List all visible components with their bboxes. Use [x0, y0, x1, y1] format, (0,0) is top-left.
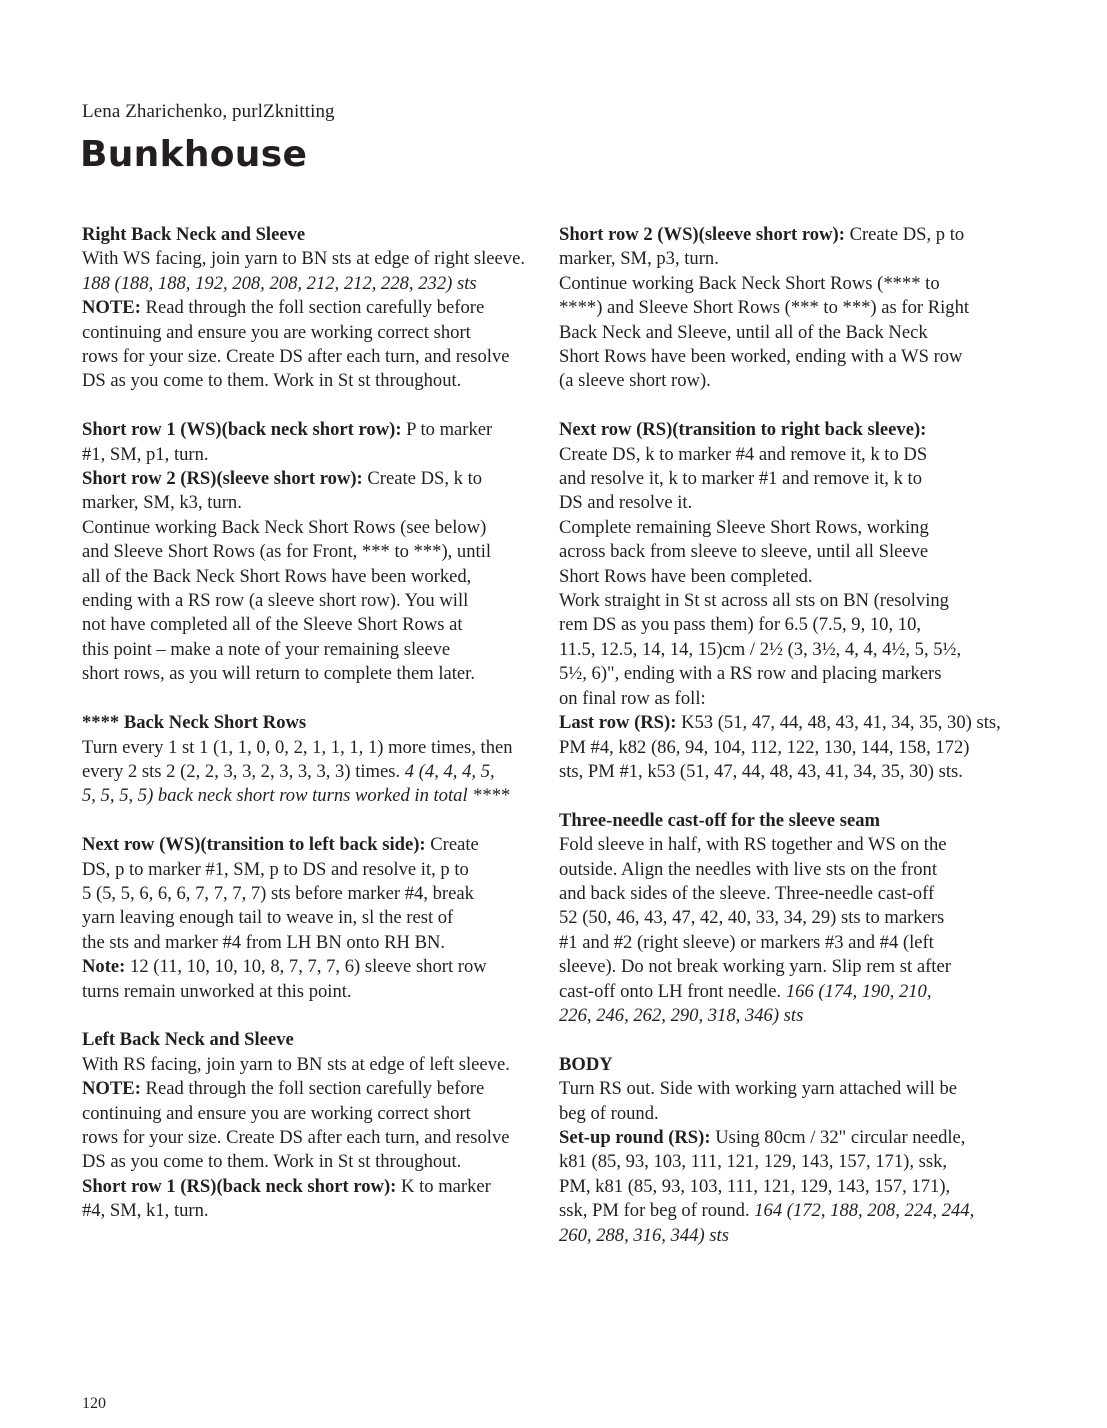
text-line: (a sleeve short row). — [559, 370, 711, 392]
text-line: short rows, as you will return to complete them later. — [82, 663, 475, 685]
text-line: Fold sleeve in half, with RS together and WS on the — [559, 834, 947, 856]
text-line: Complete remaining Sleeve Short Rows, working — [559, 516, 929, 538]
text-line: sleeve). Do not break working yarn. Slip rem st after — [559, 956, 951, 978]
section-heading: Next row (RS)(transition to right back sleeve): — [559, 419, 927, 441]
text-line: Continue working Back Neck Short Rows (see below) — [82, 516, 487, 538]
text-line: this point – make a note of your remaining sleeve — [82, 638, 451, 660]
text-line: DS and resolve it. — [559, 492, 693, 514]
text-line: k81 (85, 93, 103, 111, 121, 129, 143, 157, 171), ssk, — [559, 1151, 948, 1173]
text-line: continuing and ensure you are working correct short — [82, 1102, 471, 1124]
text-line: all of the Back Neck Short Rows have been worked, — [82, 565, 472, 587]
text-line: continuing and ensure you are working correct short — [82, 321, 471, 343]
text-line: ending with a RS row (a sleeve short row). You will — [82, 590, 469, 612]
stitch-count: 5, 5, 5, 5) back neck short row turns worked in total **** — [82, 785, 510, 807]
text-line: #1, SM, p1, turn. — [82, 443, 209, 465]
text-line: Short row 1 (RS)(back neck short row): K to marker — [82, 1175, 491, 1197]
text-line: With RS facing, join yarn to BN sts at edge of left sleeve. — [82, 1053, 510, 1075]
text-line: and Sleeve Short Rows (as for Front, *** to ***), until — [82, 541, 492, 563]
text-line: Short row 2 (RS)(sleeve short row): Create DS, k to — [82, 468, 483, 490]
stitch-count: 188 (188, 188, 192, 208, 208, 212, 212, 228, 232) sts — [82, 272, 477, 294]
text-line: Next row (WS)(transition to left back side): Create — [82, 834, 479, 856]
text-line: Short row 1 (WS)(back neck short row): P to marker — [82, 419, 493, 441]
text-line: Create DS, k to marker #4 and remove it, k to DS — [559, 443, 928, 465]
text-line: rows for your size. Create DS after each turn, and resolve — [82, 346, 510, 368]
text-line: 11.5, 12.5, 14, 14, 15)cm / 2½ (3, 3½, 4, 4, 4½, 5, 5½, — [559, 638, 962, 660]
section-heading: **** Back Neck Short Rows — [82, 712, 307, 734]
text-line: 5 (5, 5, 6, 6, 6, 7, 7, 7, 7) sts before marker #4, break — [82, 882, 474, 904]
page-title: Bunkhouse — [80, 134, 308, 175]
text-line: not have completed all of the Sleeve Short Rows at — [82, 614, 463, 636]
text-line: the sts and marker #4 from LH BN onto RH BN. — [82, 931, 446, 953]
text-line: rem DS as you pass them) for 6.5 (7.5, 9, 10, 10, — [559, 614, 922, 636]
text-line: rows for your size. Create DS after each turn, and resolve — [82, 1126, 510, 1148]
text-line: #4, SM, k1, turn. — [82, 1200, 209, 1222]
text-line: #1 and #2 (right sleeve) or markers #3 and #4 (left — [559, 931, 934, 953]
text-line: outside. Align the needles with live sts on the front — [559, 858, 938, 880]
right-column — [559, 223, 1009, 1248]
text-line: DS, p to marker #1, SM, p to DS and resolve it, p to — [82, 858, 469, 880]
text-line: Last row (RS): K53 (51, 47, 44, 48, 43, 41, 34, 35, 30) sts, — [559, 712, 1001, 734]
text-line: PM, k81 (85, 93, 103, 111, 121, 129, 143, 157, 171), — [559, 1175, 951, 1197]
text-line: turns remain unworked at this point. — [82, 980, 352, 1002]
page-number: 120 — [82, 1395, 106, 1412]
section-heading: Left Back Neck and Sleeve — [82, 1029, 294, 1051]
text-line: across back from sleeve to sleeve, until all Sleeve — [559, 541, 929, 563]
text-line: beg of round. — [559, 1102, 659, 1124]
text-line: DS as you come to them. Work in St st throughout. — [82, 1151, 462, 1173]
text-line: Short Rows have been worked, ending with a WS row — [559, 346, 963, 368]
text-line: Back Neck and Sleeve, until all of the Back Neck — [559, 321, 928, 343]
section-heading: Right Back Neck and Sleeve — [82, 224, 306, 245]
text-line: NOTE: Read through the foll section carefully before — [82, 297, 485, 319]
text-line: and resolve it, k to marker #1 and remove it, k to — [559, 468, 922, 490]
text-line: With WS facing, join yarn to BN sts at edge of right sleeve. — [82, 248, 525, 270]
left-column — [82, 223, 532, 1224]
text-line: yarn leaving enough tail to weave in, sl the rest of — [82, 907, 454, 929]
text-line: Note: 12 (11, 10, 10, 10, 8, 7, 7, 7, 6) sleeve short row — [82, 956, 487, 978]
text-line: Continue working Back Neck Short Rows (**** to — [559, 272, 940, 294]
text-line: Work straight in St st across all sts on BN (resolving — [559, 590, 949, 612]
text-line: marker, SM, k3, turn. — [82, 492, 242, 514]
text-line: ssk, PM for beg of round. 164 (172, 188, 208, 224, 244, — [559, 1200, 975, 1222]
text-line: on final row as foll: — [559, 687, 706, 709]
text-line: and back sides of the sleeve. Three-needle cast-off — [559, 882, 935, 904]
text-line: 5½, 6)", ending with a RS row and placing markers — [559, 663, 942, 685]
text-line: Turn RS out. Side with working yarn attached will be — [559, 1078, 958, 1100]
text-line: ****) and Sleeve Short Rows (*** to ***) as for Right — [559, 297, 970, 319]
text-line: NOTE: Read through the foll section carefully before — [82, 1078, 485, 1100]
text-line: sts, PM #1, k53 (51, 47, 44, 48, 43, 41, 34, 35, 30) sts. — [559, 760, 963, 782]
text-line: cast-off onto LH front needle. 166 (174, 190, 210, — [559, 980, 932, 1002]
section-heading: BODY — [559, 1053, 613, 1075]
stitch-count: 260, 288, 316, 344) sts — [559, 1224, 729, 1246]
text-line: Short row 2 (WS)(sleeve short row): Create DS, p to — [559, 224, 965, 245]
text-line: Turn every 1 st 1 (1, 1, 0, 0, 2, 1, 1, 1, 1) more times, then — [82, 736, 513, 758]
text-line: DS as you come to them. Work in St st throughout. — [82, 370, 462, 392]
text-line: Set-up round (RS): Using 80cm / 32" circular needle, — [559, 1126, 966, 1148]
text-line: every 2 sts 2 (2, 2, 3, 3, 2, 3, 3, 3, 3) times. 4 (4, 4, 4, 5, — [82, 760, 495, 782]
text-line: PM #4, k82 (86, 94, 104, 112, 122, 130, 144, 158, 172) — [559, 736, 970, 758]
author-line: Lena Zharichenko, purlZknitting — [82, 101, 335, 122]
section-heading: Three-needle cast-off for the sleeve seam — [559, 809, 880, 831]
text-line: marker, SM, p3, turn. — [559, 248, 719, 270]
text-line: Short Rows have been completed. — [559, 565, 813, 587]
stitch-count: 226, 246, 262, 290, 318, 346) sts — [559, 1004, 804, 1026]
text-line: 52 (50, 46, 43, 47, 42, 40, 33, 34, 29) sts to markers — [559, 907, 945, 929]
